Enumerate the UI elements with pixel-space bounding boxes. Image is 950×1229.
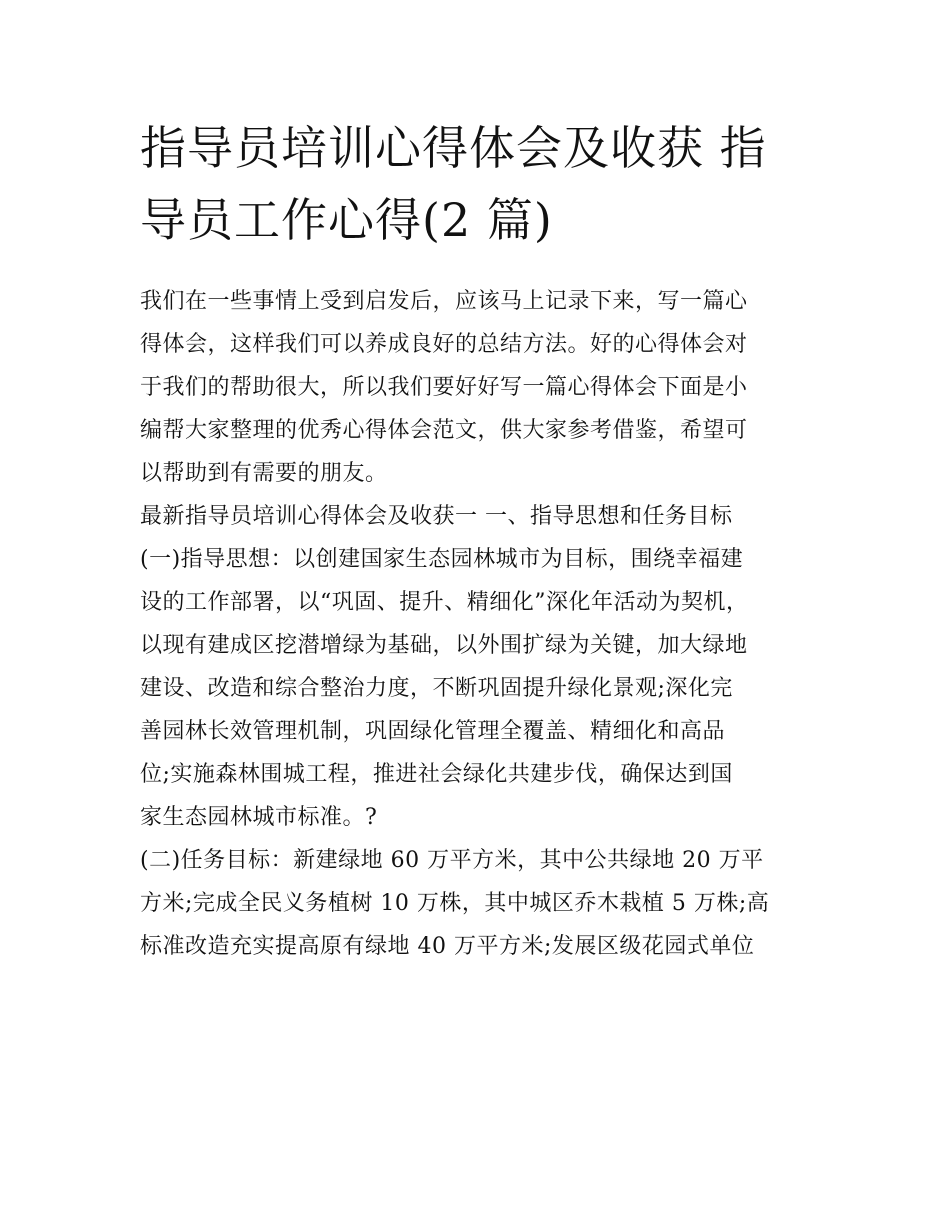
document-body	[140, 280, 820, 968]
section-heading-paragraph	[140, 495, 820, 538]
text-line: 善园林长效管理机制，巩固绿化管理全覆盖、精细化和高品	[140, 719, 726, 744]
intro-paragraph	[140, 280, 820, 495]
text-line: 以现有建成区挖潜增绿为基础，以外围扩绿为关键，加大绿地	[140, 633, 748, 658]
text-line: 以帮助到有需要的朋友。	[140, 461, 388, 486]
text-line: (二)任务目标：新建绿地 60 万平方米，其中公共绿地 20 万平	[140, 848, 764, 873]
text-line: 位;实施森林围城工程，推进社会绿化共建步伐，确保达到国	[140, 762, 733, 787]
text-line: 于我们的帮助很大，所以我们要好好写一篇心得体会下面是小	[140, 375, 748, 400]
guiding-ideology-paragraph	[140, 538, 820, 839]
text-line: 最新指导员培训心得体会及收获一 一、指导思想和任务目标	[140, 504, 733, 529]
task-targets-paragraph	[140, 839, 820, 968]
text-line: 建设、改造和综合整治力度，不断巩固提升绿化景观;深化完	[140, 676, 733, 701]
text-line: 编帮大家整理的优秀心得体会范文，供大家参考借鉴，希望可	[140, 418, 748, 443]
text-line: 家生态园林城市标准。?	[140, 805, 378, 830]
title-line-2: 导员工作心得(2 篇)	[140, 193, 553, 247]
text-line: 设的工作部署，以“巩固、提升、精细化”深化年活动为契机，	[140, 590, 749, 615]
title-line-1: 指导员培训心得体会及收获 指	[140, 121, 767, 175]
text-line: 我们在一些事情上受到启发后，应该马上记录下来，写一篇心	[140, 289, 748, 314]
document-title	[140, 112, 820, 256]
text-line: (一)指导思想：以创建国家生态园林城市为目标，围绕幸福建	[140, 547, 744, 572]
text-line: 标准改造充实提高原有绿地 40 万平方米;发展区级花园式单位	[140, 934, 755, 959]
text-line: 得体会，这样我们可以养成良好的总结方法。好的心得体会对	[140, 332, 748, 357]
text-line: 方米;完成全民义务植树 10 万株，其中城区乔木栽植 5 万株;高	[140, 891, 770, 916]
